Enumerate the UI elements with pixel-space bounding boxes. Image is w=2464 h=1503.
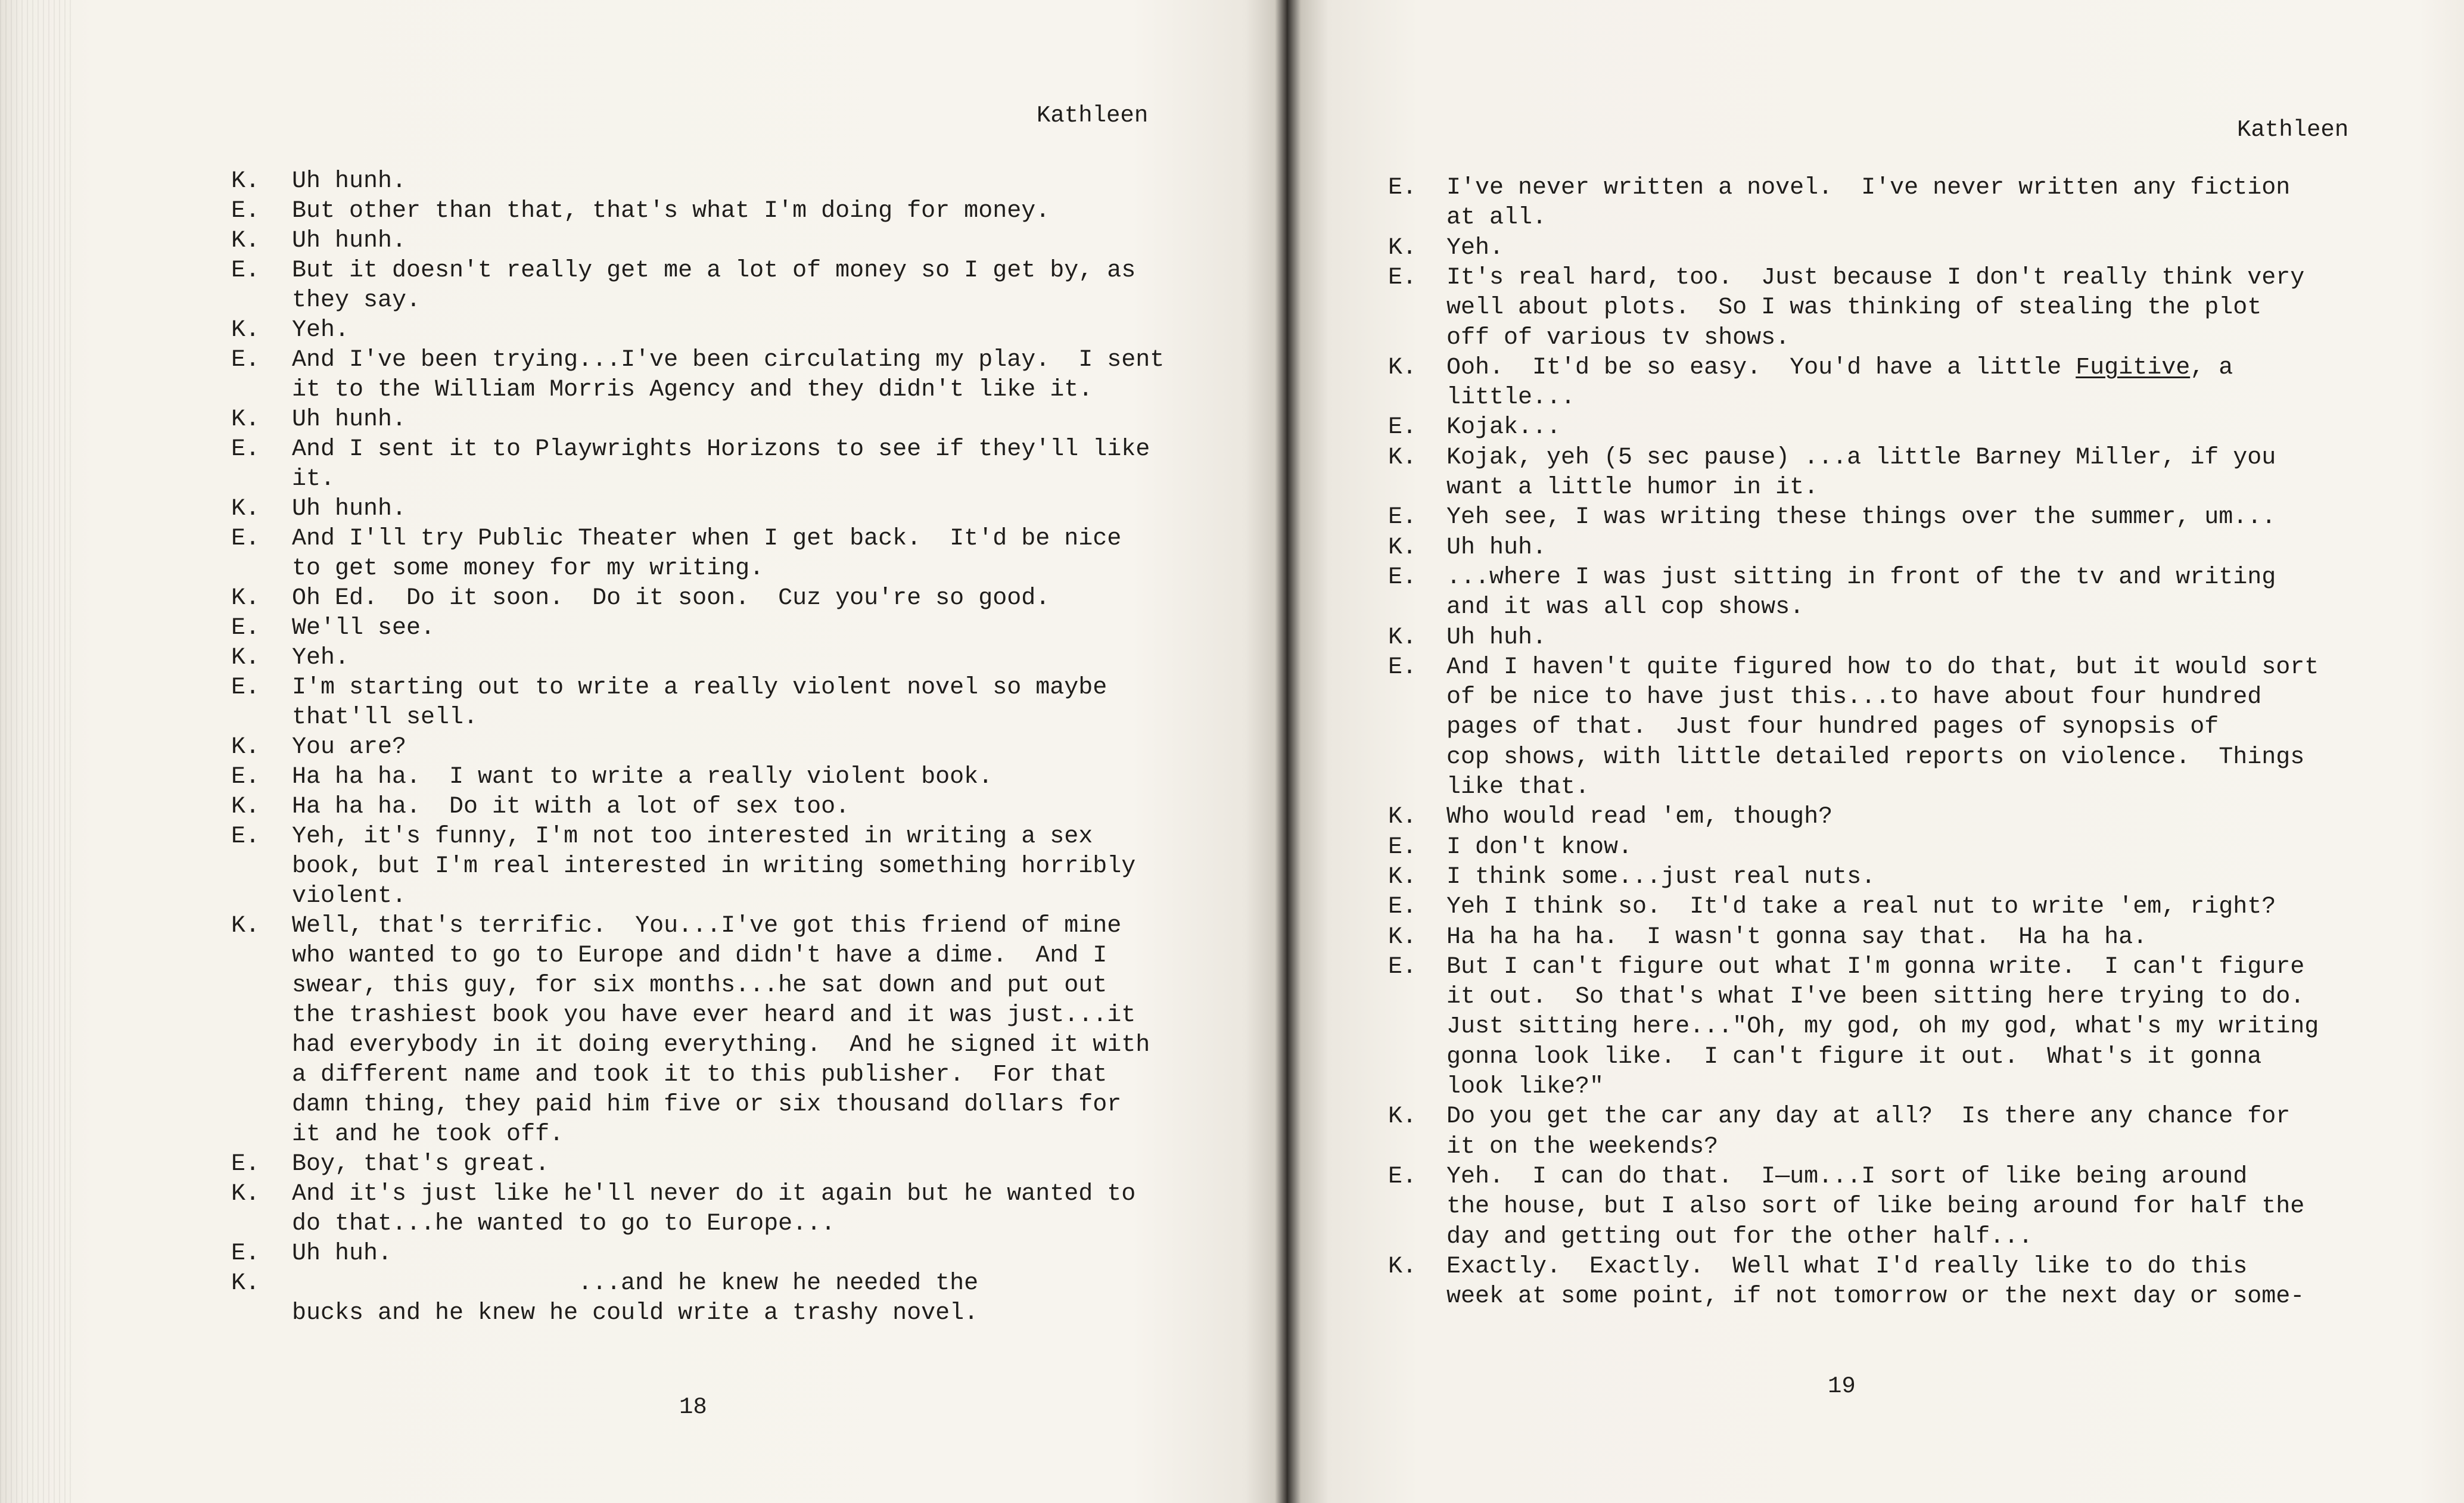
speaker-label: K. bbox=[231, 406, 260, 433]
line-text: But it doesn't really get me a lot of money so I get by, as bbox=[292, 257, 1136, 284]
line-text: Uh hunh. bbox=[292, 228, 407, 254]
speaker-label: E. bbox=[231, 1240, 260, 1267]
speaker-label: K. bbox=[231, 645, 260, 671]
speaker-label: E. bbox=[1388, 564, 1417, 591]
line-text: You are? bbox=[292, 734, 407, 761]
speaker-label: K. bbox=[1388, 1103, 1417, 1131]
line-text: ...and he knew he needed the bbox=[292, 1270, 979, 1297]
speaker-label: K. bbox=[1388, 534, 1417, 561]
speaker-label: K. bbox=[231, 793, 260, 820]
line-text: swear, this guy, for six months...he sat down and put out bbox=[292, 972, 1107, 999]
line-text: Yeh. bbox=[292, 645, 350, 671]
speaker-label: E. bbox=[1388, 175, 1417, 201]
speaker-label: E. bbox=[1388, 1163, 1417, 1190]
line-text: it to the William Morris Agency and they didn't like it. bbox=[292, 376, 1093, 403]
line-text: Uh hunh. bbox=[292, 406, 407, 433]
line-text: gonna look like. I can't figure it out. What's it gonna bbox=[1446, 1043, 2262, 1071]
speaker-label: K. bbox=[231, 496, 260, 522]
speaker-label: E. bbox=[231, 1151, 260, 1178]
line-text: It's real hard, too. Just because I don't really think very bbox=[1446, 264, 2305, 291]
speaker-label: K. bbox=[1388, 804, 1417, 831]
line-text: violent. bbox=[292, 883, 407, 910]
line-text: I've never written a novel. I've never written any fiction bbox=[1446, 175, 2291, 201]
line-text: cop shows, with little detailed reports on violence. Things bbox=[1446, 743, 2305, 771]
line-text: to get some money for my writing. bbox=[292, 555, 764, 582]
line-text: Do you get the car any day at all? Is there any chance for bbox=[1446, 1103, 2291, 1131]
line-text: Boy, that's great. bbox=[292, 1151, 550, 1178]
speaker-label: K. bbox=[231, 228, 260, 254]
left-page-header: Kathleen bbox=[1037, 102, 1149, 129]
line-text: I don't know. bbox=[1446, 833, 1633, 861]
line-text: Kojak, yeh (5 sec pause) ...a little Barney Miller, if you bbox=[1446, 444, 2276, 471]
line-text: had everybody in it doing everything. And he signed it with bbox=[292, 1032, 1150, 1059]
right-page bbox=[1287, 0, 2464, 1503]
line-text: that'll sell. bbox=[292, 704, 478, 731]
line-text: day and getting out for the other half... bbox=[1446, 1223, 2033, 1250]
speaker-label: E. bbox=[231, 436, 260, 463]
speaker-label: K. bbox=[231, 734, 260, 761]
line-text: off of various tv shows. bbox=[1446, 324, 1790, 351]
line-text: who wanted to go to Europe and didn't have a dime. And I bbox=[292, 942, 1107, 969]
speaker-label: E. bbox=[231, 674, 260, 701]
speaker-label: E. bbox=[231, 525, 260, 552]
line-text: it and he took off. bbox=[292, 1121, 564, 1148]
speaker-label: K. bbox=[231, 913, 260, 939]
speaker-label: K. bbox=[1388, 234, 1417, 262]
page-edge-stack bbox=[0, 0, 71, 1503]
line-text: Yeh I think so. It'd take a real nut to write 'em, right? bbox=[1446, 894, 2276, 921]
line-text: the house, but I also sort of like being around for half the bbox=[1446, 1193, 2305, 1221]
speaker-label: E. bbox=[231, 764, 260, 791]
line-text: Ha ha ha. Do it with a lot of sex too. bbox=[292, 793, 850, 820]
speaker-label: K. bbox=[231, 1181, 260, 1208]
line-text: do that...he wanted to go to Europe... bbox=[292, 1211, 836, 1237]
line-text: Who would read 'em, though? bbox=[1446, 804, 1833, 831]
speaker-label: E. bbox=[1388, 414, 1417, 441]
speaker-label: K. bbox=[231, 585, 260, 612]
speaker-label: K. bbox=[1388, 444, 1417, 471]
speaker-label: E. bbox=[231, 257, 260, 284]
right-page-number: 19 bbox=[1828, 1373, 1856, 1399]
line-text: Uh huh. bbox=[292, 1240, 393, 1267]
line-text: damn thing, they paid him five or six thousand dollars for bbox=[292, 1091, 1122, 1118]
line-text: Uh hunh. bbox=[292, 496, 407, 522]
line-text: Well, that's terrific. You...I've got this friend of mine bbox=[292, 913, 1122, 939]
line-text: Yeh see, I was writing these things over the summer, um... bbox=[1446, 504, 2276, 531]
speaker-label: K. bbox=[231, 168, 260, 195]
speaker-label: E. bbox=[231, 823, 260, 850]
line-text: of be nice to have just this...to have about four hundred bbox=[1446, 684, 2262, 711]
line-text: Ha ha ha. I want to write a really violent book. bbox=[292, 764, 993, 791]
line-text: Yeh, it's funny, I'm not too interested in writing a sex bbox=[292, 823, 1093, 850]
line-text: Yeh. I can do that. I—um...I sort of like being around bbox=[1446, 1163, 2248, 1190]
line-text: And it's just like he'll never do it again but he wanted to bbox=[292, 1181, 1136, 1208]
underlined-title: Fugitive bbox=[2076, 354, 2191, 381]
line-text: Yeh. bbox=[1446, 234, 1504, 262]
line-text: week at some point, if not tomorrow or the next day or some- bbox=[1446, 1283, 2305, 1311]
line-text: they say. bbox=[292, 287, 421, 314]
line-text: But I can't figure out what I'm gonna write. I can't figure bbox=[1446, 953, 2305, 981]
line-text: a different name and took it to this publisher. For that bbox=[292, 1062, 1107, 1088]
line-text: it. bbox=[292, 466, 335, 493]
line-text: ...where I was just sitting in front of the tv and writing bbox=[1446, 564, 2276, 591]
line-text: But other than that, that's what I'm doing for money. bbox=[292, 198, 1050, 225]
line-text: I'm starting out to write a really violent novel so maybe bbox=[292, 674, 1107, 701]
line-text: it on the weekends? bbox=[1446, 1133, 1719, 1160]
line-text: Just sitting here..."Oh, my god, oh my god, what's my writing bbox=[1446, 1013, 2319, 1041]
speaker-label: K. bbox=[1388, 624, 1417, 651]
line-text: it out. So that's what I've been sitting here trying to do. bbox=[1446, 984, 2305, 1011]
line-text: and it was all cop shows. bbox=[1446, 594, 1805, 621]
line-text: look like?" bbox=[1446, 1073, 1604, 1100]
line-text-part: , a bbox=[2190, 354, 2233, 381]
line-text: And I've been trying...I've been circulating my play. I sent bbox=[292, 347, 1165, 374]
line-text: well about plots. So I was thinking of stealing the plot bbox=[1446, 294, 2262, 322]
line-text: Yeh. bbox=[292, 317, 350, 344]
speaker-label: E. bbox=[1388, 953, 1417, 981]
speaker-label: K. bbox=[1388, 1253, 1417, 1280]
line-text: Ha ha ha ha. I wasn't gonna say that. Ha ha ha. bbox=[1446, 923, 2148, 951]
line-text: like that. bbox=[1446, 774, 1590, 801]
right-page-header: Kathleen bbox=[2237, 117, 2349, 143]
speaker-label: K. bbox=[1388, 354, 1417, 381]
line-text: bucks and he knew he could write a trashy novel. bbox=[292, 1300, 979, 1327]
line-text: want a little humor in it. bbox=[1446, 474, 1819, 501]
line-text: We'll see. bbox=[292, 615, 435, 642]
speaker-label: E. bbox=[1388, 264, 1417, 291]
speaker-label: E. bbox=[1388, 654, 1417, 681]
speaker-label: K. bbox=[231, 317, 260, 344]
line-text: at all. bbox=[1446, 204, 1547, 232]
line-text: pages of that. Just four hundred pages of synopsis of bbox=[1446, 714, 2219, 741]
line-text: I think some...just real nuts. bbox=[1446, 863, 1876, 891]
speaker-label: K. bbox=[1388, 923, 1417, 951]
line-text bbox=[1446, 356, 2233, 380]
line-text: book, but I'm real interested in writing something horribly bbox=[292, 853, 1136, 880]
line-text: Uh huh. bbox=[1446, 534, 1547, 561]
line-text: Oh Ed. Do it soon. Do it soon. Cuz you're so good. bbox=[292, 585, 1050, 612]
line-text: Kojak... bbox=[1446, 414, 1561, 441]
speaker-label: E. bbox=[231, 347, 260, 374]
speaker-label: E. bbox=[1388, 894, 1417, 921]
line-text-part: Ooh. It'd be so easy. You'd have a little bbox=[1446, 354, 2076, 381]
line-text: the trashiest book you have ever heard and it was just...it bbox=[292, 1002, 1136, 1029]
line-text: And I'll try Public Theater when I get back. It'd be nice bbox=[292, 525, 1122, 552]
speaker-label: K. bbox=[231, 1270, 260, 1297]
line-text: little... bbox=[1446, 384, 1576, 412]
line-text: Uh huh. bbox=[1446, 624, 1547, 651]
speaker-label: E. bbox=[1388, 833, 1417, 861]
speaker-label: E. bbox=[1388, 504, 1417, 531]
line-text: Exactly. Exactly. Well what I'd really like to do this bbox=[1446, 1253, 2248, 1280]
line-text: And I haven't quite figured how to do that, but it would sort bbox=[1446, 654, 2319, 681]
line-text: And I sent it to Playwrights Horizons to see if they'll like bbox=[292, 436, 1150, 463]
speaker-label: K. bbox=[1388, 863, 1417, 891]
line-text: Uh hunh. bbox=[292, 168, 407, 195]
speaker-label: E. bbox=[231, 615, 260, 642]
left-page-number: 18 bbox=[679, 1394, 707, 1420]
speaker-label: E. bbox=[231, 198, 260, 225]
